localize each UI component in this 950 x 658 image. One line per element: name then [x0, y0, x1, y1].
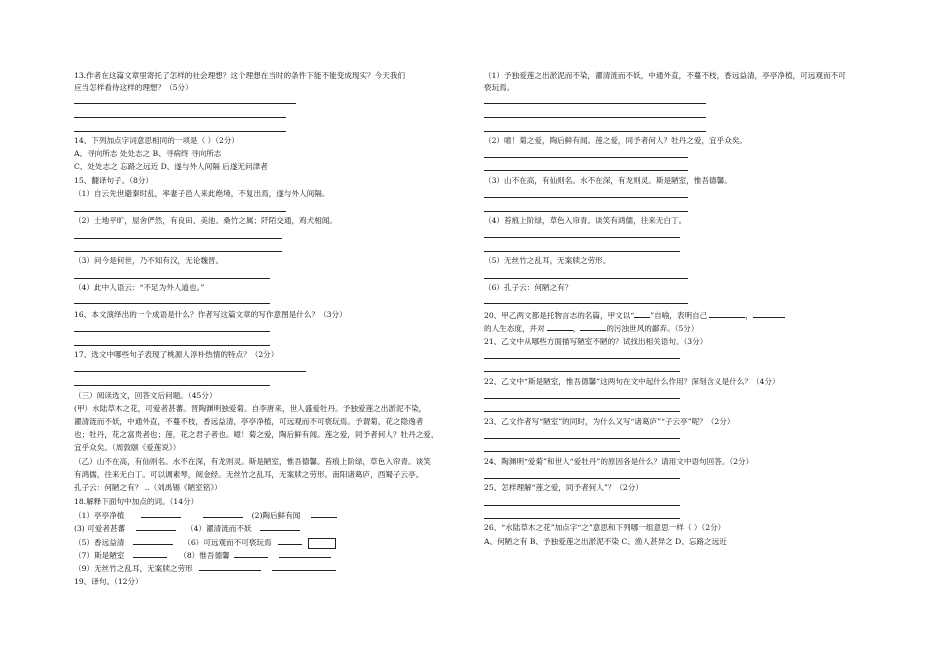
answer-line[interactable] [74, 278, 270, 279]
passage-jia-line3: 也；牡丹，花之富贵者也；莲，花之君子者也。噫！菊之爱，陶后鲜有闻。莲之爱，同予者何人？牡丹之爱， [74, 430, 439, 439]
q15-title: 15、翻译句子。（8分） [74, 176, 154, 185]
answer-line[interactable] [484, 303, 688, 304]
q25: 25、怎样理解“莲之爱，同予者何人”？（2分） [484, 483, 643, 492]
passage-jia-line2: 濯清涟而不妖，中通外直，不蔓不枝，香远益清，亭亭净植，可远观而不可亵玩焉。予谓菊，花之隐逸者 [74, 417, 424, 426]
passage-yi-line2: 有鸿儒，往来无白丁。可以调素琴，阅金经。无丝竹之乱耳，无案牍之劳形。南阳诸葛庐，西蜀子云亭。 [74, 470, 424, 479]
q18-item-8: （8）惟吾德馨 [179, 551, 230, 560]
q19: 19、译句。（12分） [74, 577, 143, 586]
r1-line2: 亵玩焉。 [484, 83, 515, 92]
passage-jia-line1: (甲）水陆草木之花，可爱者甚蕃。晋陶渊明独爱菊。自李唐来，世人盛爱牡丹。予独爱莲之出淤泥不染， [74, 404, 427, 413]
r4: （4）苔痕上阶绿，草色入帘青。谈笑有鸿儒，往来无白丁。 [484, 216, 687, 225]
q26-options: A、何陋之有 B、予独爱莲之出淤泥不染 C、渔人甚异之 D、忘路之远近 [484, 537, 727, 546]
q18-item-1: （1）亭亭净植 [74, 511, 125, 520]
q20-text-b: ”自喻，表明自己 [650, 311, 708, 320]
answer-line[interactable] [484, 211, 688, 212]
answer-line[interactable] [484, 398, 680, 399]
q23: 23、乙文作者写“陋室”的同时，为什么又写“诸葛庐”“子云亭”呢？（2分） [484, 417, 735, 426]
answer-blank[interactable] [311, 509, 337, 518]
answer-line[interactable] [74, 103, 296, 104]
q15-item-4: （4）此中人语云：“不足为外人道也。” [74, 283, 205, 292]
answer-blank[interactable] [133, 536, 173, 545]
q15-item-2: （2）土地平旷，屋舍俨然，有良田、美池、桑竹之属；阡陌交通，鸡犬相闻。 [74, 216, 338, 225]
q26: 26、“水陆草木之花”加点字“之”意思和下列哪一组意思一样（ ）（2分） [484, 523, 726, 532]
answer-line[interactable] [484, 478, 680, 479]
q18-item-3: (3) 可爱者甚蕃 [74, 524, 126, 533]
passage-jia-line4: 宜乎众矣。（周敦颐《爱莲说》） [74, 443, 181, 452]
q18-row-3 [74, 536, 336, 549]
q14-option-ab: A、寻向所志 处处志之 B、寻病终 寻向所志 [74, 149, 222, 158]
answer-line[interactable] [484, 505, 680, 506]
q18-item-9: （9）无丝竹之乱耳，无案牍之劳形 [74, 564, 193, 573]
q20-text-d: 的污浊世风的鄙弃。（5分） [606, 324, 699, 333]
q17: 17、选文中哪些句子表现了桃源人淳朴热情的特点？（2分） [74, 350, 279, 359]
r5: （5）无丝竹之乱耳，无案牍之劳形。 [484, 256, 611, 265]
answer-line[interactable] [484, 103, 706, 104]
q13-line2: 应当怎样看待这样的理想？（5分） [74, 83, 193, 92]
answer-line[interactable] [74, 331, 270, 332]
q16: 16、本文演绎出的一个成语是什么？作者写这篇文章的写作意图是什么？（3分） [74, 310, 347, 319]
answer-blank[interactable] [141, 509, 181, 518]
answer-line[interactable] [484, 438, 680, 439]
answer-blank[interactable] [133, 549, 167, 558]
answer-line[interactable] [484, 237, 680, 238]
passage-yi-line3: 孔子云：何陋之有？ ..（刘禹锡《陋室铭》） [74, 483, 222, 492]
q20-line1: 20、甲乙两文都是托物言志的名篇，甲文以“ ”自喻，表明自己 ， [484, 309, 785, 321]
q18-item-6: （6）可远观而不可亵玩焉 [183, 538, 272, 547]
q18-item-5: （5）香远益清 [74, 538, 125, 547]
answer-line[interactable] [74, 385, 270, 386]
r6: （6）孔子云：何陋之有？ [484, 283, 573, 292]
answer-line[interactable] [74, 345, 270, 346]
q24: 24、陶渊明“爱菊”和世人“爱牡丹”的原因各是什么？请用文中语句回答。（2分） [484, 457, 754, 466]
q15-item-3: （3）问今是何世，乃不知有汉，无论魏晋。 [74, 256, 224, 265]
answer-line[interactable] [484, 451, 680, 452]
answer-blank[interactable] [634, 309, 650, 318]
answer-line[interactable] [484, 411, 680, 412]
r1-line1: （1）予独爱莲之出淤泥而不染，濯清涟而不妖，中通外直，不蔓不枝，香远益清，亭亭净植，可远观而不可 [484, 71, 846, 80]
answer-line[interactable] [484, 518, 680, 519]
answer-line[interactable] [484, 358, 680, 359]
answer-line[interactable] [484, 131, 706, 132]
r2: （2）噫！菊之爱，陶后鲜有闻。莲之爱，同予者何人？牡丹之爱，宜乎众矣。 [484, 136, 748, 145]
answer-line[interactable] [484, 278, 688, 279]
answer-blank[interactable] [203, 509, 243, 518]
q18-row-1 [74, 509, 337, 521]
q18-row-4 [74, 549, 331, 561]
answer-line[interactable] [74, 131, 286, 132]
answer-line[interactable] [74, 303, 270, 304]
answer-line[interactable] [484, 170, 688, 171]
answer-box[interactable] [308, 538, 336, 549]
passage-yi-line1: （乙）山不在高，有仙则名。水不在深，有龙则灵。斯是陋室，惟吾德馨。苔痕上阶绿，草色入帘青。谈笑 [74, 457, 431, 466]
answer-line[interactable] [484, 251, 680, 252]
q22: 22、乙文中“斯是陋室，惟吾德馨”这两句在文中起什么作用？深刻含义是什么？（4分） [484, 377, 780, 386]
r3: （3）山不在高，有仙则名。水不在深，有龙则灵。斯是陋室，惟吾德馨。 [484, 176, 732, 185]
q18-item-4: （4）濯清涟而不妖 [185, 524, 252, 533]
q21: 21、乙文中从哪些方面描写陋室不陋的？试找出相关语句。（3分） [484, 337, 708, 346]
q13-line1: 13.作者在这篇文章里寄托了怎样的社会理想？这个理想在当时的条件下能不能变成现实？今天我们 [74, 71, 406, 80]
q20-line2: 的人生态度，并对 ， 的污浊世风的鄙弃。（5分） [484, 324, 699, 333]
answer-blank[interactable] [272, 562, 336, 571]
answer-line[interactable] [74, 238, 282, 239]
q14-option-cd: C、处处志之 忘路之远近 D、遂与外人间隔 后遂无问津者 [74, 162, 268, 171]
answer-blank[interactable] [580, 322, 606, 331]
answer-line[interactable] [484, 371, 680, 372]
answer-line[interactable] [74, 251, 282, 252]
q14-title: 14、下列加点字词意思相同的一项是（ ）（2分） [74, 136, 239, 145]
q18-title: 18.解释下面句中加点的词。（14分） [74, 497, 199, 506]
answer-line[interactable] [74, 117, 286, 118]
answer-line[interactable] [74, 371, 306, 372]
q18-row-2 [74, 522, 300, 534]
answer-line[interactable] [484, 117, 706, 118]
q18-item-2: (2)陶后鲜有闻 [251, 511, 301, 520]
q18-item-7: （7）斯是陋室 [74, 551, 125, 560]
answer-line[interactable] [74, 211, 286, 212]
answer-blank[interactable] [709, 309, 745, 318]
q20-text-a: 20、甲乙两文都是托物言志的名篇，甲文以“ [484, 311, 635, 320]
answer-blank[interactable] [136, 522, 176, 531]
answer-blank[interactable] [753, 309, 785, 318]
answer-blank[interactable] [199, 562, 261, 571]
q15-item-1: （1）自云先世避秦时乱，率妻子邑人来此绝境，不复出焉，遂与外人间隔。 [74, 189, 330, 198]
answer-blank[interactable] [278, 536, 302, 545]
q18-row-5 [74, 562, 336, 574]
section-3-title: （三）阅读选文，回答文后问题。（45分） [74, 391, 217, 400]
answer-blank[interactable] [234, 549, 268, 558]
answer-line[interactable] [484, 197, 688, 198]
answer-line[interactable] [484, 157, 688, 158]
answer-blank[interactable] [260, 522, 300, 531]
q20-text-c: 的人生态度，并对 [484, 324, 545, 333]
answer-blank[interactable] [279, 549, 331, 558]
answer-blank[interactable] [547, 322, 573, 331]
